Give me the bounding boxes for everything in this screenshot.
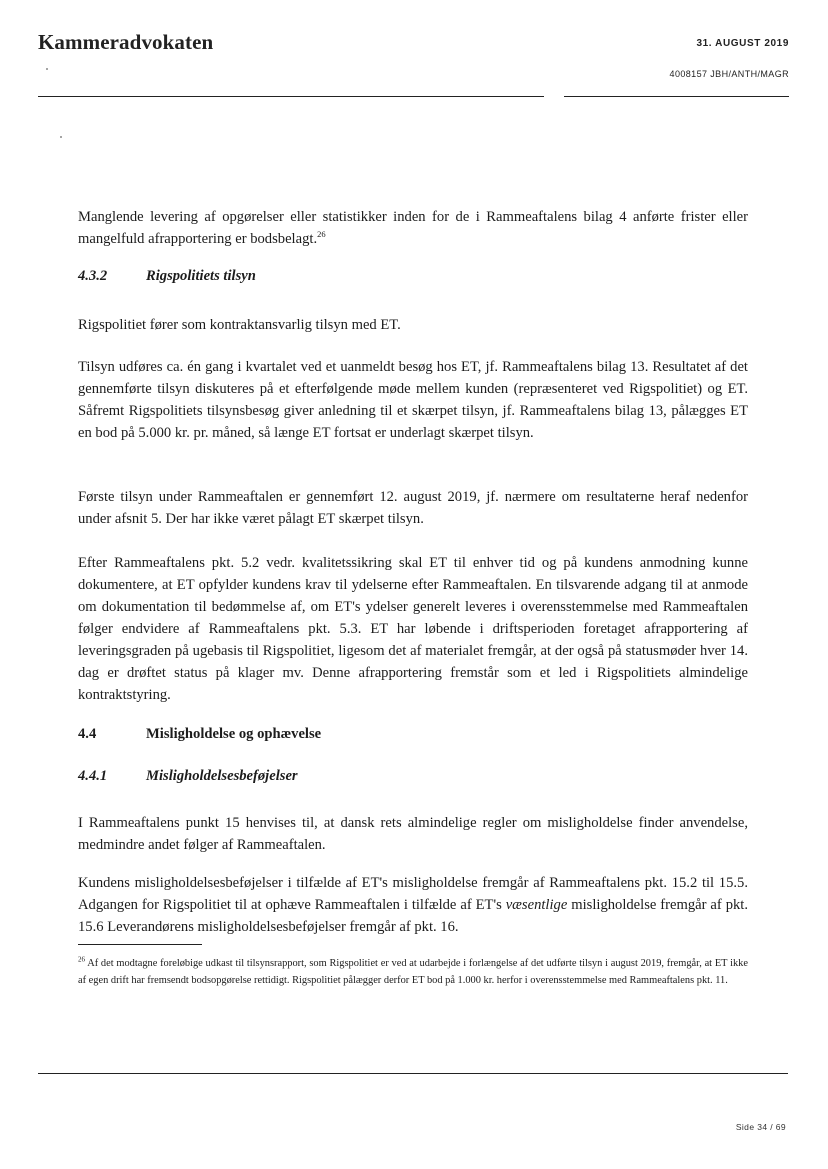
footnote-text: Af det modtagne foreløbige udkast til tilsynsrapport, som Rigspolitiet er ved at udarbejde i forlængelse af det udførte tilsyn i august 2019, fremgår, at ET ikke af egen drift har fremsendt bodsopgørelse rettidigt. Rigspolitiet pålægger derfor ET bod på 1.000 kr. herfor i overensstemmelse med Rammeaftalens pkt. 11. [78, 958, 748, 986]
heading-title: Misligholdelsesbeføjelser [146, 768, 298, 784]
heading-4-3-2 [78, 268, 256, 285]
heading-title: Misligholdelse og ophævelse [146, 726, 322, 742]
paragraph-quality-assurance: Efter Rammeaftalens pkt. 5.2 vedr. kvalitetssikring skal ET til enhver tid og på kundens anmodning kunne dokumentere, at ET opfylder kundens krav til ydelserne efter Rammeaftalen. En tilsvarende adgang til at anmode om dokumentation til bedømmelse af, om ET's ydelser generelt leveres i overensstemmelse med Rammeaftalen følger endvidere af Rammeaftalens pkt. 5.3. ET har løbende i driftsperioden foretaget afrapportering af leveringsgraden på ugebasis til Rigspolitiet, ligesom det af materialet fremgår, at der også på statusmøder hver 14. dag er drøftet status på klager mv. Denne afrapportering fremstår som et led i Rigspolitiets almindelige kontraktstyring. [78, 555, 748, 703]
scan-mark [46, 68, 48, 70]
footnote-26 [78, 955, 748, 989]
heading-4-4-1 [78, 768, 298, 785]
paragraph-supervision-details: Tilsyn udføres ca. én gang i kvartalet ved et uanmeldt besøg hos ET, jf. Rammeaftalens bilag 13. Resultatet af det gennemførte tilsyn diskuteres på et efterfølgende møde mellem kunden (repræsenteret ved Rigspolitiet) og ET. Såfremt Rigspolitiets tilsynsbesøg giver anledning til et skærpet tilsyn, jf. Rammeaftalens bilag 13, pålægges ET en bod på 5.000 kr. pr. måned, så længe ET fortsat er underlagt skærpet tilsyn. [78, 359, 748, 441]
heading-title: Rigspolitiets tilsyn [146, 268, 256, 284]
paragraph-first-supervision: Første tilsyn under Rammeaftalen er gennemført 12. august 2019, jf. nærmere om resultaterne heraf nedenfor under afsnit 5. Der har ikke været pålagt ET skærpet tilsyn. [78, 489, 748, 527]
heading-number: 4.4 [78, 726, 97, 742]
footnote-separator [78, 944, 202, 945]
header-reference: 4008157 JBH/ANTH/MAGR [669, 69, 789, 79]
footnote-ref[interactable]: 26 [317, 229, 326, 240]
paragraph-supervision-intro: Rigspolitiet fører som kontraktansvarlig tilsyn med ET. [78, 317, 401, 333]
header-date: 31. AUGUST 2019 [696, 38, 789, 49]
heading-4-4 [78, 726, 321, 743]
footnote-number: 26 [78, 955, 85, 964]
heading-number: 4.3.2 [78, 268, 108, 284]
paragraph-reporting: Manglende levering af opgørelser eller statistikker inden for de i Rammeaftalens bilag 4 anførte frister eller mangelfuld afrapportering er bodsbelagt.$^{26}$ [78, 209, 748, 247]
heading-number: 4.4.1 [78, 768, 108, 784]
scan-mark [60, 136, 62, 138]
header-rule-left [38, 96, 544, 97]
header-rule-right [564, 96, 789, 97]
brand-logo: Kammeradvokaten [38, 30, 214, 54]
paragraph-breach-rules: I Rammeaftalens punkt 15 henvises til, at dansk rets almindelige regler om misligholdelse finder anvendelse, medmindre andet følger af Rammeaftalen. [78, 815, 748, 853]
footer-rule [38, 1073, 788, 1074]
paragraph-breach-remedies: Kundens misligholdelsesbeføjelser i tilfælde af ET's misligholdelse fremgår af Rammeaftalens pkt. 15.2 til 15.5. Adgangen for Rigspolitiet til at ophæve Rammeaftalen i tilfælde af ET's væsentlige misligholdelse fremgår af pkt. 15.6 Leverandørens misligholdelsesbeføjelser fremgår af pkt. 16. [78, 875, 748, 935]
page-number: Side 34 / 69 [735, 1122, 786, 1132]
